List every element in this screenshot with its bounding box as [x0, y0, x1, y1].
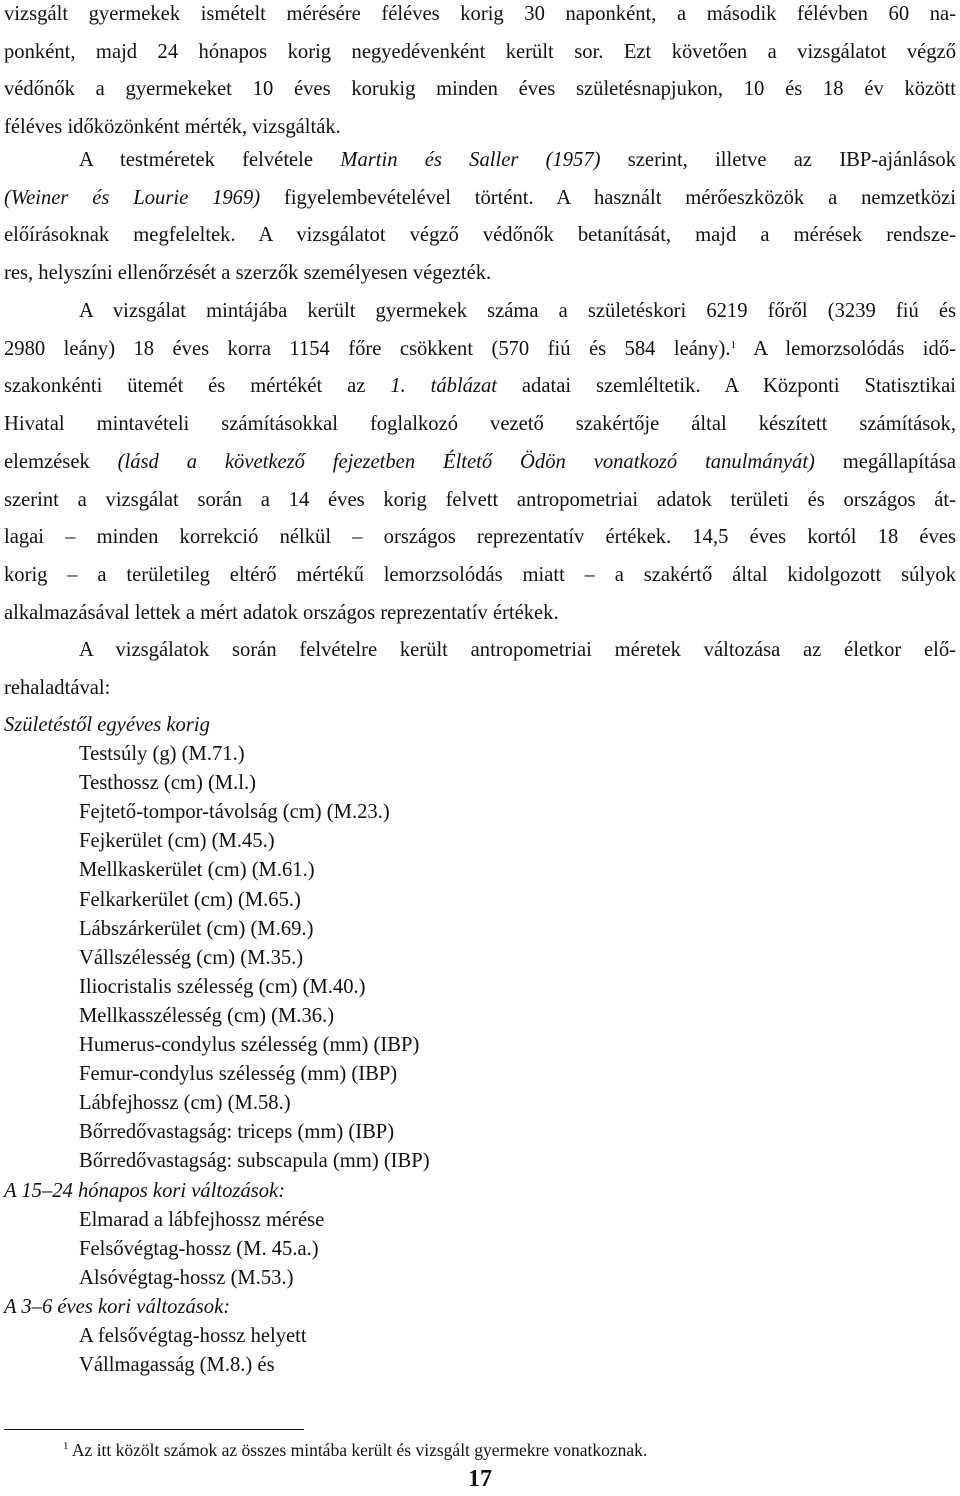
list-item: Fejtető-tompor-távolság (cm) (M.23.) [79, 801, 390, 824]
paragraph-measurement-schedule [4, 0, 956, 147]
footnote-divider [4, 1429, 304, 1430]
text-span: megállapítása [814, 450, 956, 473]
footnote-text: Az itt közölt számok az összes mintába került és vizsgált gyermekre vonatkoznak. [68, 1440, 648, 1460]
text-line: alkalmazásával lettek a mért adatok országos reprezentatív értékek. [4, 601, 559, 624]
list-item: Lábfejhossz (cm) (M.58.) [79, 1092, 291, 1115]
text-span: figyelembevételével történt. A használt mérőeszközök a nemzetközi [260, 186, 956, 209]
list-item: Elmarad a lábfejhossz mérése [79, 1208, 325, 1231]
text-line: védőnők a gyermekeket 10 éves korukig minden éves születésnapjukon, 10 és 18 év között [4, 78, 956, 101]
list-item: Mellkaskerület (cm) (M.61.) [79, 859, 315, 882]
footnote-marker: 1 [63, 1440, 69, 1452]
text-line: féléves időközönként mérték, vizsgálták. [4, 116, 341, 139]
text-line: A vizsgálat mintájába került gyermekek száma a születéskori 6219 főről (3239 fiú és [79, 300, 956, 322]
list-item: Vállszélesség (cm) (M.35.) [79, 946, 304, 969]
text-line [4, 368, 956, 406]
list-item: Vállmagasság (M.8.) és [79, 1354, 275, 1377]
list-item: Testhossz (cm) (M.l.) [79, 772, 256, 795]
footnote [63, 1440, 647, 1460]
citation-martin-saller: Martin és Saller (1957) [340, 149, 601, 171]
list-item: Bőrredővastagság: subscapula (mm) (IBP) [79, 1150, 430, 1173]
text-line: A vizsgálatok során felvételre került antropometriai méretek változása az életkor elő- [79, 639, 956, 661]
text-span: A testméretek felvétele [79, 149, 341, 171]
table-reference: 1. táblázat [390, 375, 498, 398]
text-span: szerint, illetve az IBP-ajánlások [600, 149, 956, 171]
text-line: vizsgált gyermekek ismételt mérésére féléves korig 30 naponként, a második félévben 60 na- [4, 3, 956, 25]
text-line: rehaladtával: [4, 676, 111, 699]
list-item: Felsővégtag-hossz (M. 45.a.) [79, 1237, 319, 1260]
page-number: 17 [468, 1466, 492, 1492]
section-heading: A 15–24 hónapos kori változások: [4, 1179, 286, 1202]
footnote-reference[interactable]: 1 [730, 338, 736, 351]
paragraph-sample-size [4, 293, 956, 632]
list-item: Felkarkerület (cm) (M.65.) [79, 888, 301, 911]
list-item: Alsóvégtag-hossz (M.53.) [79, 1266, 294, 1289]
text-line: ponként, majd 24 hónapos korig negyedévenként került sor. Ezt követően a vizsgálatot végző [4, 40, 956, 63]
chapter-reference: (lásd a következő fejezetben Éltető Ödön vonatkozó tanulmányát) [117, 450, 815, 473]
text-line [4, 331, 956, 369]
text-line [4, 180, 956, 218]
measurement-list-birth-to-one-year [4, 711, 956, 1380]
text-span: elemzések [4, 450, 118, 473]
text-line [4, 142, 956, 180]
section-heading: A 3–6 éves kori változások: [4, 1295, 231, 1318]
text-line [4, 444, 956, 482]
list-item: Mellkasszélesség (cm) (M.36.) [79, 1004, 335, 1027]
list-item: Testsúly (g) (M.71.) [79, 743, 245, 766]
text-line: res, helyszíni ellenőrzését a szerzők személyesen végezték. [4, 262, 492, 285]
text-line: Hivatal mintavételi számításokkal foglalkozó vezető szakértője által készített számítások, [4, 413, 956, 436]
list-item: Femur-condylus szélesség (mm) (IBP) [79, 1063, 398, 1086]
text-line: lagai – minden korrekció nélkül – országos reprezentatív értékek. 14,5 éves kortól 18 éves [4, 526, 956, 549]
text-line: szerint a vizsgálat során a 14 éves korig felvett antropometriai adatok területi és országos át- [4, 488, 956, 511]
paragraph-measurements-intro [4, 632, 956, 707]
list-item: Fejkerület (cm) (M.45.) [79, 830, 275, 853]
section-heading: Születéstől egyéves korig [4, 714, 210, 736]
text-span: szakonkénti ütemét és mértékét az [4, 375, 391, 398]
text-line: korig – a területileg eltérő mértékű lemorzsolódás miatt – a szakértő által kidolgozott súlyok [4, 563, 956, 586]
paragraph-measurement-methods [4, 142, 956, 293]
text-span: 2980 leány) 18 éves korra 1154 főre csökkent (570 fiú és 584 leány). [4, 337, 731, 360]
list-item: Humerus-condylus szélesség (mm) (IBP) [79, 1034, 420, 1057]
text-span: A lemorzsolódás idő- [735, 337, 956, 360]
list-item: Bőrredővastagság: triceps (mm) (IBP) [79, 1121, 395, 1144]
text-line: előírásoknak megfeleltek. A vizsgálatot végző védőnők betanítását, majd a mérések rendsze- [4, 224, 956, 247]
list-item: Lábszárkerület (cm) (M.69.) [79, 917, 314, 940]
list-item: A felsővégtag-hossz helyett [79, 1324, 307, 1347]
citation-weiner-lourie: (Weiner és Lourie 1969) [4, 186, 261, 209]
text-span: adatai szemléltetik. A Központi Statisztikai [497, 375, 957, 398]
list-item: Iliocristalis szélesség (cm) (M.40.) [79, 975, 366, 998]
